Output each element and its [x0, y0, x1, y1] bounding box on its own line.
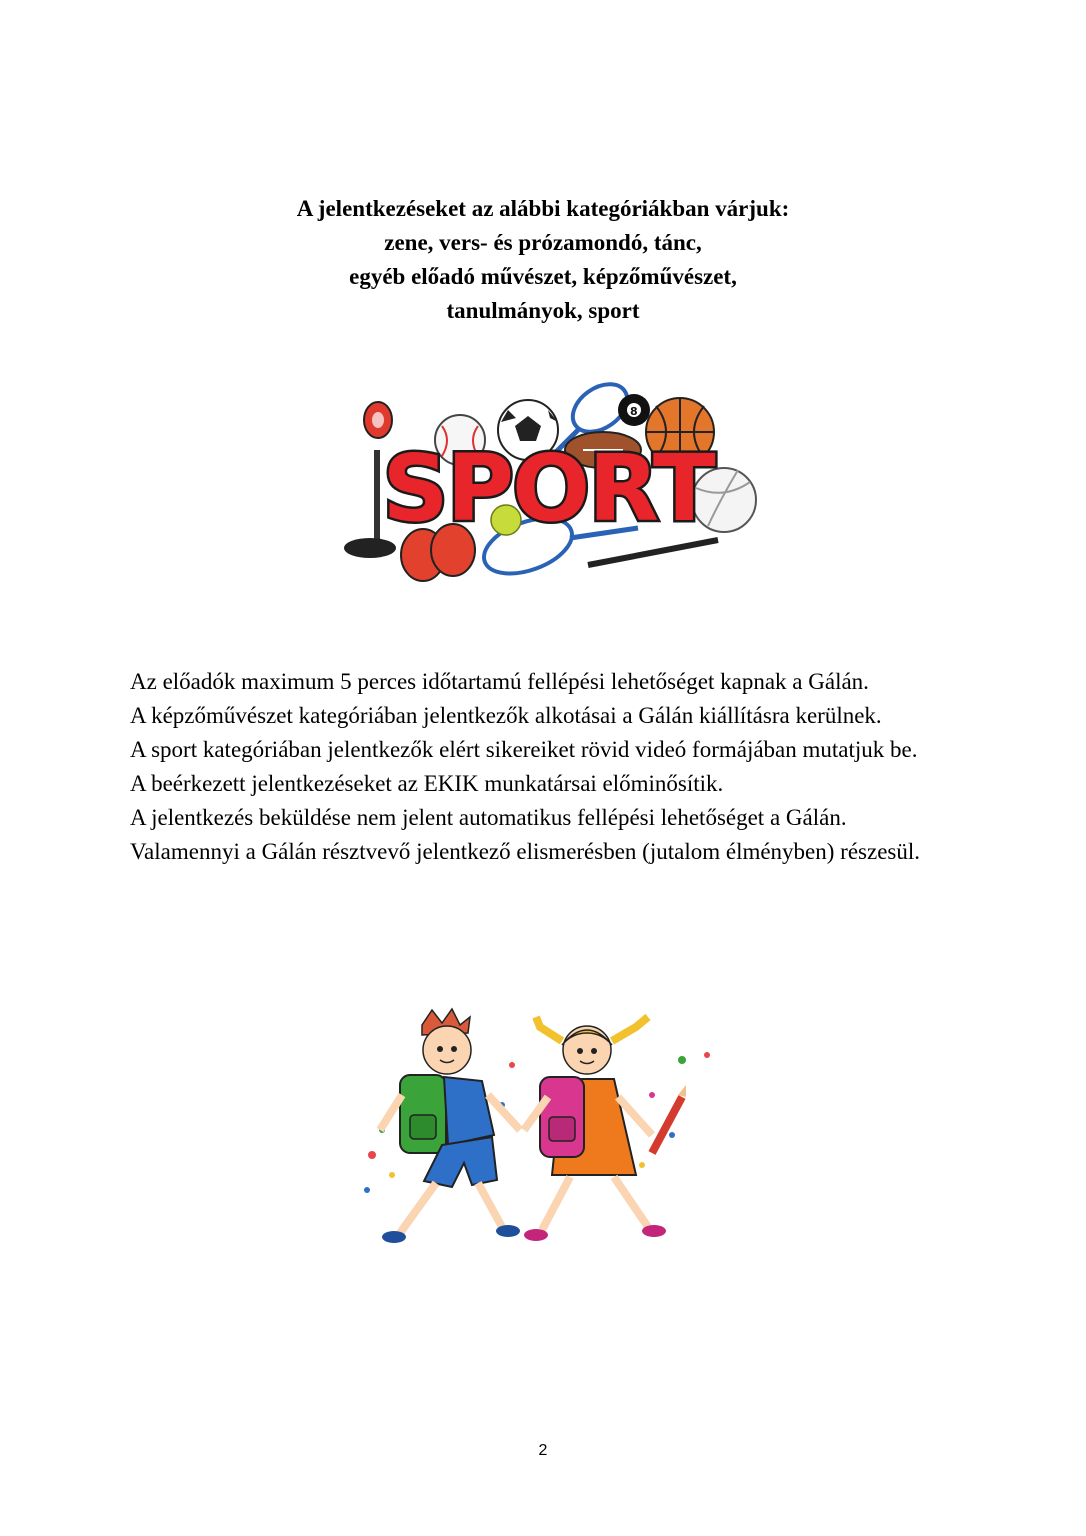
body-text — [130, 665, 956, 869]
paragraph-5: A jelentkezés beküldése nem jelent automatikus fellépési lehetőséget a Gálán. — [130, 805, 847, 830]
sport-illustration — [338, 370, 758, 600]
heading-line-2: zene, vers- és prózamondó, tánc, — [384, 230, 702, 255]
heading-line-4: tanulmányok, sport — [446, 298, 640, 323]
heading-line-3: egyéb előadó művészet, képzőművészet, — [349, 264, 737, 289]
children-illustration — [352, 1005, 732, 1255]
children-clipart — [352, 1005, 732, 1255]
paragraph-3: A sport kategóriában jelentkezők elért sikereiket rövid videó formájában mutatjuk be. — [130, 737, 918, 762]
paragraph-6: Valamennyi a Gálán résztvevő jelentkező elismerésben (jutalom élményben) részesül. — [130, 839, 920, 864]
heading-line-1: A jelentkezéseket az alábbi kategóriákban várjuk: — [296, 196, 790, 221]
paragraph-4: A beérkezett jelentkezéseket az EKIK munkatársai előminősítik. — [130, 771, 724, 796]
paragraph-1: Az előadók maximum 5 perces időtartamú fellépési lehetőséget kapnak a Gálán. — [130, 669, 869, 694]
sport-logo-word: SPORT — [382, 435, 714, 542]
page-number: 2 — [538, 1442, 548, 1459]
svg-text:8: 8 — [630, 405, 638, 418]
paragraph-2: A képzőművészet kategóriában jelentkezők alkotásai a Gálán kiállításra kerülnek. — [130, 703, 882, 728]
category-heading — [0, 192, 1086, 328]
sport-clipart — [338, 370, 758, 600]
